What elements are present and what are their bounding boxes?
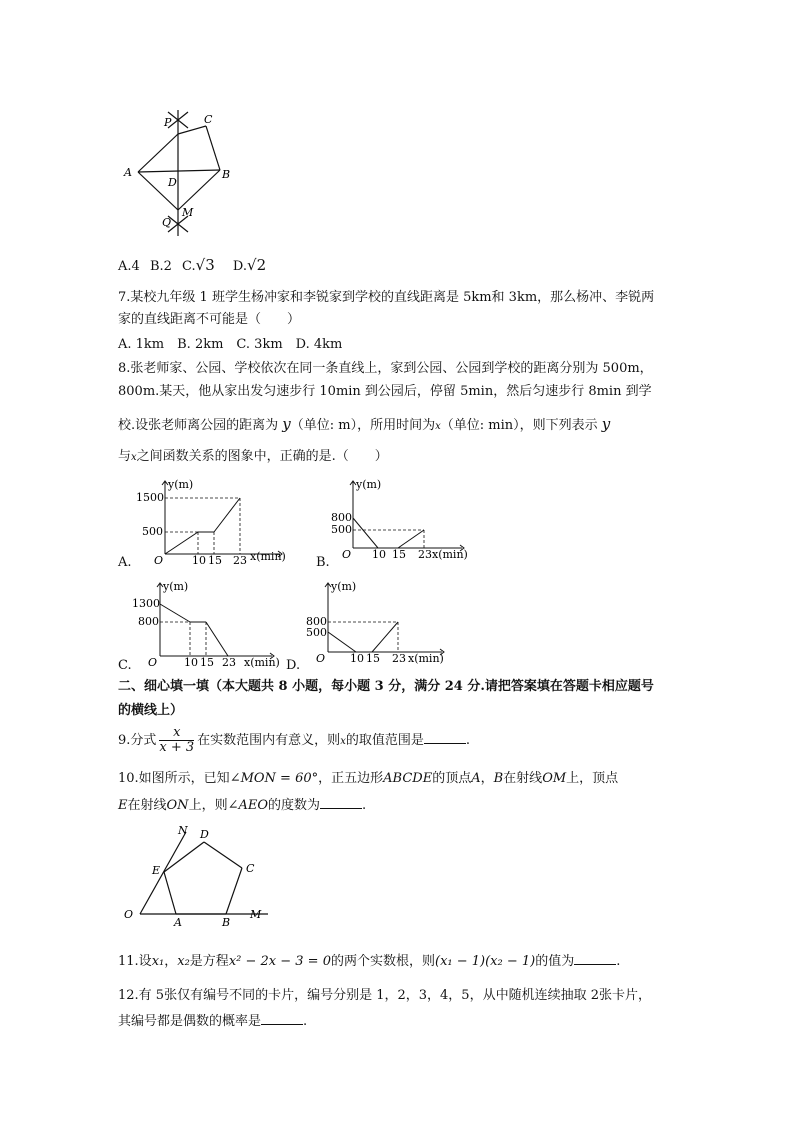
q12-line2: 其编号都是偶数的概率是 .	[118, 1014, 308, 1029]
graph-d-xtick-1: 10	[350, 652, 364, 665]
q10-l1-a: 10.如图所示，已知	[118, 771, 230, 786]
q11-sep: ，	[164, 954, 178, 969]
q10-vertex-b: B	[493, 771, 504, 786]
graph-b-origin: O	[342, 548, 352, 561]
label-E: E	[152, 864, 161, 877]
graph-a-xtick-3: 23	[233, 554, 247, 564]
q11-answer-blank[interactable]	[574, 952, 616, 965]
q9-fraction-den: x + 3	[159, 740, 195, 755]
graph-d-xtick-3: 23	[392, 652, 406, 665]
label-C: C	[204, 113, 213, 126]
graph-b-xtick-3: 23	[418, 548, 432, 561]
q11-equation: x² − 2x − 3 = 0	[228, 954, 331, 969]
graph-a-ytick-1: 1500	[136, 491, 164, 504]
q12-line2-text: 其编号都是偶数的概率是	[118, 1014, 262, 1029]
graph-c-ylabel: y(m)	[163, 580, 189, 593]
q8-line4	[118, 449, 388, 466]
label-A: A	[174, 916, 182, 928]
q10-line2: E在射线ON上，则∠AEO的度数为 .	[118, 798, 367, 813]
q10-l2-b: 上，则	[188, 798, 228, 813]
q11-prefix: 11.设	[118, 954, 152, 969]
graph-d-ytick-1: 800	[306, 615, 327, 628]
q9-var: x	[340, 736, 346, 747]
graph-c-ytick-2: 800	[138, 615, 159, 628]
q8-line1: 8.张老师家、公园、学校依次在同一条直线上，家到公园、公园到学校的距离分别为 500m，	[118, 361, 653, 376]
q12-line1: 12.有 5张仅有编号不同的卡片，编号分别是 1，2，3，4，5，从中随机连续抽取 2张卡片，	[118, 988, 651, 1003]
q10-line1	[118, 771, 618, 787]
q10-l2-c: 的度数为	[268, 798, 321, 813]
q10-angle-mon: ∠MON = 60°	[229, 771, 319, 786]
graph-d-xtick-2: 15	[366, 652, 380, 665]
q10-angle-aeo: ∠AEO	[227, 798, 269, 813]
q8-var-y: y	[282, 415, 291, 433]
graph-d-ylabel: y(m)	[331, 580, 357, 593]
graph-b-ytick-1: 800	[331, 511, 352, 524]
q8-var-y2: y	[601, 415, 611, 433]
graph-c[interactable]	[132, 580, 292, 668]
graph-d-ytick-2: 500	[306, 626, 327, 639]
q10-ray-on: ON	[166, 798, 189, 813]
q6-option-d-prefix: D.	[232, 259, 248, 274]
label-C: C	[246, 862, 255, 875]
label-Q: Q	[162, 216, 172, 229]
q7-line2: 家的直线距离不可能是（ ）	[118, 312, 301, 327]
q8-line3	[118, 416, 610, 435]
q11-mid: 是方程	[189, 954, 229, 969]
graph-a-xlabel: x(min)	[250, 550, 286, 563]
graph-c-xtick-2: 15	[200, 656, 214, 668]
q9: 9.分式 $\frac{x}{x + 3}$ 在实数范围内有意义，则x的取值范围是 .	[118, 725, 470, 755]
graph-b-option-label[interactable]: B.	[316, 555, 330, 570]
q11-expression: (x₁ − 1)(x₂ − 1)	[435, 954, 536, 969]
q8-line3-b: （单位: m），所用时间为	[290, 418, 436, 433]
q12-answer-blank[interactable]	[261, 1012, 303, 1025]
q10-l1-f: 上，顶点	[566, 771, 619, 786]
q10-l1-b: ，正五边形	[318, 771, 384, 786]
graph-a-origin: O	[154, 554, 164, 564]
graph-c-xtick-1: 10	[184, 656, 198, 668]
q8-line4-a: 与	[118, 449, 132, 464]
q6-option-d-value: √2	[247, 256, 267, 274]
graph-a[interactable]	[132, 478, 292, 564]
graph-b[interactable]	[320, 478, 470, 564]
graph-b-ylabel: y(m)	[356, 478, 382, 491]
label-N: N	[178, 824, 188, 837]
q8-line2: 800m.某天，他从家出发匀速步行 10min 到公园后，停留 5min，然后匀速步行 8min 到学	[118, 384, 652, 399]
graph-a-xtick-1: 10	[192, 554, 206, 564]
q11-mid2: 的两个实数根，则	[330, 954, 435, 969]
graph-c-origin: O	[148, 656, 158, 668]
q10-pentagon-figure	[118, 822, 278, 928]
q6-options	[118, 257, 266, 275]
q7-options: A. 1km B. 2km C. 3km D. 4km	[118, 337, 343, 352]
label-B: B	[222, 916, 231, 928]
q8-line4-x: x	[131, 452, 137, 463]
q8-var-x: x	[435, 421, 441, 432]
q10-polygon: ABCDE	[383, 771, 433, 786]
q8-line3-c: （单位: min），则下列表示	[440, 418, 602, 433]
q11-x2: x₂	[177, 954, 190, 969]
graph-b-xtick-2: 15	[392, 548, 406, 561]
q9-fraction-num: x	[159, 726, 194, 741]
q11-x1: x₁	[151, 954, 165, 969]
graph-b-ytick-2: 500	[331, 523, 352, 536]
q9-prefix: 9.分式	[118, 733, 157, 748]
graph-b-xtick-1: 10	[372, 548, 386, 561]
q11: 11.设x₁，x₂是方程x² − 2x − 3 = 0的两个实数根，则(x₁ − 1)(x₂ − 1)的值为 .	[118, 954, 621, 969]
label-O: O	[124, 908, 134, 921]
q8-line3-a: 校.设张老师离公园的距离为	[118, 418, 283, 433]
q7-line1: 7.某校九年级 1 班学生杨冲家和李锐家到学校的直线距离是 5km和 3km，那么杨冲、李锐两	[118, 290, 655, 305]
q10-l1-d: ，	[480, 771, 494, 786]
q10-vertex-a: A	[471, 771, 481, 786]
graph-d-origin: O	[316, 652, 326, 665]
q9-mid: 在实数范围内有意义，则	[197, 733, 341, 748]
q6-option-a: A.4	[118, 259, 140, 274]
section2-title-line2: 的横线上）	[118, 703, 184, 718]
graph-d[interactable]	[300, 580, 450, 668]
label-D: D	[200, 828, 209, 841]
graph-d-xlabel: x(min)	[408, 652, 444, 665]
graph-c-xlabel: x(min)	[244, 656, 280, 668]
q6-option-c-value: √3	[195, 256, 215, 274]
label-A: A	[124, 166, 132, 179]
q6-geometry-figure	[118, 108, 238, 238]
graph-d-option-label[interactable]: D.	[286, 658, 301, 673]
label-B: B	[222, 168, 231, 181]
q10-answer-blank[interactable]	[320, 796, 362, 809]
q10-l2-a: 在射线	[127, 798, 167, 813]
graph-a-option-label[interactable]: A.	[118, 555, 132, 570]
q6-option-c-prefix: C.	[182, 259, 196, 274]
q10-vertex-e: E	[118, 798, 128, 813]
graph-c-option-label[interactable]: C.	[118, 658, 132, 673]
q10-l1-e: 在射线	[503, 771, 543, 786]
graph-a-xtick-2: 15	[208, 554, 222, 564]
graph-c-xtick-3: 23	[222, 656, 236, 668]
label-M: M	[182, 206, 194, 219]
label-P: P	[164, 116, 172, 129]
q10-l1-c: 的顶点	[432, 771, 472, 786]
graph-c-ytick-1: 1300	[132, 597, 160, 610]
q9-answer-blank[interactable]	[424, 731, 466, 744]
label-D: D	[168, 176, 177, 189]
label-M: M	[250, 908, 262, 921]
q11-suffix: 的值为	[535, 954, 575, 969]
q6-option-b: B.2	[149, 259, 172, 274]
q10-ray-om: OM	[542, 771, 567, 786]
section2-title-line1: 二、细心填一填（本大题共 8 小题，每小题 3 分，满分 24 分.请把答案填在答题卡相应题号	[118, 679, 654, 694]
graph-a-ytick-2: 500	[142, 525, 163, 538]
graph-b-xlabel: x(min)	[432, 548, 468, 561]
q9-suffix: 的取值范围是	[345, 733, 424, 748]
q9-fraction	[159, 726, 194, 755]
q8-line4-b: 之间函数关系的图象中，正确的是.（ ）	[136, 449, 388, 464]
graph-a-ylabel: y(m)	[168, 478, 194, 491]
